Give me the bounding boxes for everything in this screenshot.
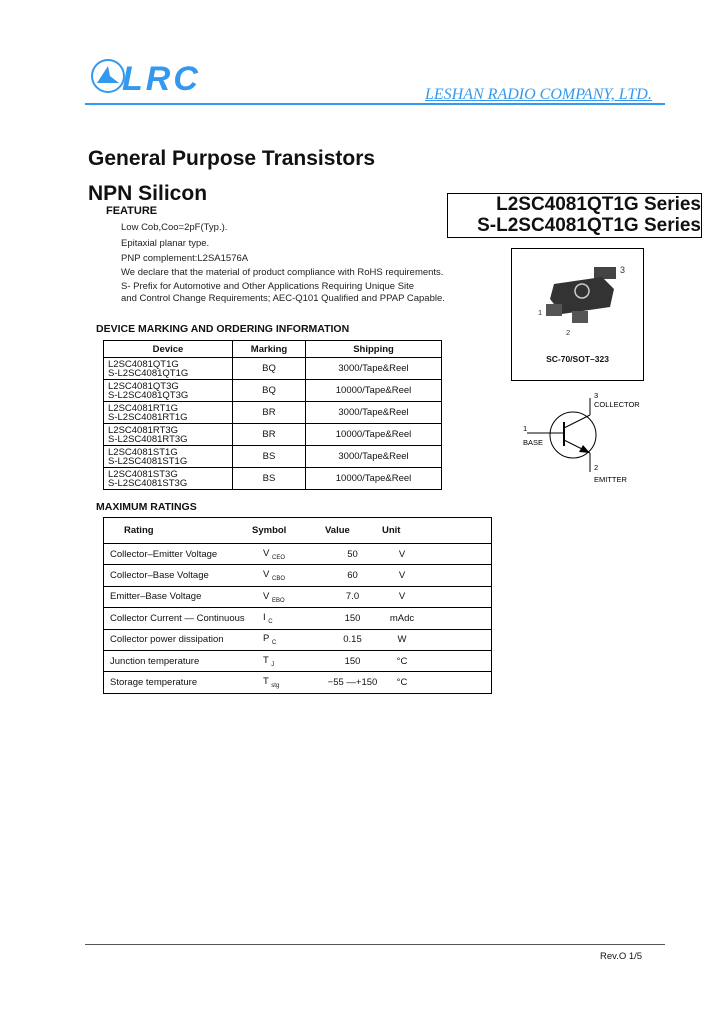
marking-cell: BR (233, 402, 306, 424)
value-cell: 7.0 (324, 586, 381, 607)
value-cell: −55 —+150 (324, 672, 381, 693)
emitter-pin: 2 (594, 463, 599, 472)
symbol-subscript: EBO (271, 597, 285, 604)
column-header: Marking (233, 341, 306, 358)
unit-cell: mAdc (381, 608, 423, 629)
symbol-cell (251, 629, 324, 650)
symbol-cell (251, 586, 324, 607)
shipping-cell: 3000/Tape&Reel (306, 402, 442, 424)
shipping-cell: 3000/Tape&Reel (306, 446, 442, 468)
feature-heading: FEATURE (106, 205, 158, 217)
package-label: SC-70/SOT–323 (546, 354, 609, 364)
feature-item: S- Prefix for Automotive and Other Applications Requiring Unique Site (121, 281, 415, 292)
rating-cell: Collector–Emitter Voltage (104, 544, 252, 565)
pin-label: 1 (538, 308, 543, 317)
rating-cell: Storage temperature (104, 672, 252, 693)
table-row (104, 629, 492, 650)
device-cell (104, 424, 233, 446)
unit-cell: V (381, 586, 423, 607)
marking-cell: BQ (233, 358, 306, 380)
unit-cell: °C (381, 672, 423, 693)
npn-transistor-symbol-icon (515, 390, 645, 490)
column-header: Unit (382, 525, 401, 536)
base-label: BASE (523, 438, 544, 447)
device-cell (104, 358, 233, 380)
device-name: S-L2SC4081QT3G (108, 389, 189, 401)
device-name: L2SC4081QT3G (108, 380, 179, 392)
series-name: S-L2SC4081QT1G Series (477, 215, 701, 236)
unit-cell: °C (381, 650, 423, 671)
table-row (104, 608, 492, 629)
page-title: General Purpose Transistors (88, 147, 376, 170)
table-row (104, 565, 492, 586)
ordering-heading: DEVICE MARKING AND ORDERING INFORMATION (96, 323, 350, 335)
collector-pin: 3 (594, 391, 599, 400)
rating-cell: Collector Current — Continuous (104, 608, 252, 629)
shipping-cell: 3000/Tape&Reel (306, 358, 442, 380)
device-name: L2SC4081QT1G (108, 358, 179, 370)
value-cell: 0.15 (324, 629, 381, 650)
symbol: T (263, 654, 269, 666)
pin-label: 2 (566, 328, 571, 337)
column-header: Device (104, 341, 233, 358)
ratings-table (103, 517, 492, 694)
device-cell (104, 468, 233, 490)
table-row (104, 672, 492, 693)
symbol: I (263, 611, 266, 623)
symbol-cell (251, 544, 324, 565)
header-divider (85, 103, 665, 105)
rating-cell: Emitter–Base Voltage (104, 586, 252, 607)
value-cell: 50 (324, 544, 381, 565)
value-cell: 150 (324, 608, 381, 629)
unit-cell: W (381, 629, 423, 650)
company-name: LESHAN RADIO COMPANY, LTD. (425, 86, 652, 103)
symbol-cell (251, 650, 324, 671)
table-row (104, 402, 442, 424)
device-name: L2SC4081ST3G (108, 468, 178, 480)
device-cell (104, 446, 233, 468)
symbol-subscript: J (271, 661, 275, 668)
symbol: V (263, 569, 270, 581)
marking-cell: BS (233, 446, 306, 468)
table-row (104, 446, 442, 468)
device-name: L2SC4081ST1G (108, 446, 178, 458)
emitter-label: EMITTER (594, 475, 627, 484)
table-row (104, 544, 492, 565)
feature-item: Epitaxial planar type. (121, 238, 210, 249)
ratings-heading: MAXIMUM RATINGS (96, 501, 197, 513)
symbol-cell (251, 608, 324, 629)
table-row (104, 650, 492, 671)
value-cell: 150 (324, 650, 381, 671)
device-name: S-L2SC4081RT1G (108, 411, 188, 423)
device-cell (104, 402, 233, 424)
marking-cell: BR (233, 424, 306, 446)
symbol-subscript: C (271, 640, 277, 647)
table-row (104, 424, 442, 446)
unit-cell: V (381, 544, 423, 565)
feature-item: PNP complement:L2SA1576A (121, 253, 249, 264)
table-row (104, 358, 442, 380)
column-header: Value (325, 525, 350, 536)
feature-item: Low Cob,Coo=2pF(Typ.). (121, 222, 228, 233)
symbol: V (263, 547, 270, 559)
series-box (447, 193, 702, 238)
symbol-subscript: CEO (271, 554, 285, 561)
unit-cell: V (381, 565, 423, 586)
device-name: S-L2SC4081RT3G (108, 433, 188, 445)
symbol: T (263, 676, 269, 688)
table-row (104, 586, 492, 607)
device-name: S-L2SC4081ST1G (108, 455, 188, 467)
column-header: Shipping (306, 341, 442, 358)
ordering-table (103, 340, 442, 490)
symbol-cell (251, 565, 324, 586)
shipping-cell: 10000/Tape&Reel (306, 424, 442, 446)
rating-cell: Collector power dissipation (104, 629, 252, 650)
page-subtitle: NPN Silicon (88, 182, 208, 205)
shipping-cell: 10000/Tape&Reel (306, 468, 442, 490)
symbol-cell (251, 672, 324, 693)
symbol-subscript: C (268, 618, 273, 625)
footer-divider (85, 944, 665, 945)
base-pin: 1 (523, 424, 528, 433)
symbol-subscript: stg (271, 682, 280, 689)
collector-label: COLLECTOR (594, 400, 640, 409)
table-row (104, 380, 442, 402)
symbol: P (263, 633, 270, 645)
marking-cell: BQ (233, 380, 306, 402)
revision-page: Rev.O 1/5 (600, 951, 643, 962)
column-header: Symbol (252, 525, 287, 536)
rating-cell: Junction temperature (104, 650, 252, 671)
feature-item: We declare that the material of product compliance with RoHS requirements. (121, 267, 444, 278)
device-name: L2SC4081RT1G (108, 402, 179, 414)
symbol-subscript: CBO (271, 576, 285, 583)
table-row (104, 468, 442, 490)
pin-label: 3 (620, 265, 626, 275)
rating-cell: Collector–Base Voltage (104, 565, 252, 586)
marking-cell: BS (233, 468, 306, 490)
device-name: S-L2SC4081QT1G (108, 367, 189, 379)
value-cell: 60 (324, 565, 381, 586)
series-name: L2SC4081QT1G Series (496, 194, 701, 215)
device-name: L2SC4081RT3G (108, 424, 179, 436)
shipping-cell: 10000/Tape&Reel (306, 380, 442, 402)
package-image-icon (532, 259, 632, 339)
device-name: S-L2SC4081ST3G (108, 477, 188, 489)
column-header: Rating (124, 525, 154, 536)
device-cell (104, 380, 233, 402)
symbol: V (263, 590, 270, 602)
feature-item: and Control Change Requirements; AEC-Q101 Qualified and PPAP Capable. (121, 293, 445, 304)
lrc-logo-icon (90, 58, 126, 94)
package-box (511, 248, 644, 381)
logo-text: LRC (122, 60, 201, 98)
